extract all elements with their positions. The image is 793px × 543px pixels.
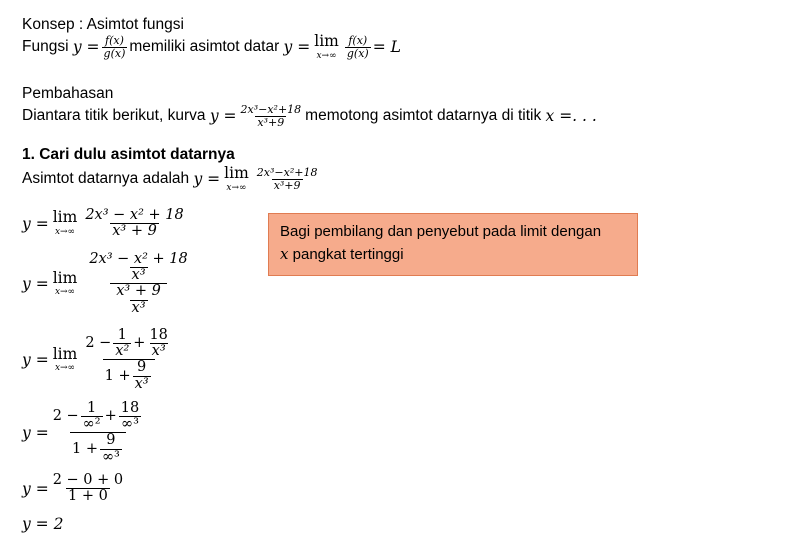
hint-line2: pangkat tertinggi [292, 246, 404, 263]
question-end: x =. . . [545, 107, 597, 126]
pembahasan-heading: Pembahasan [22, 85, 114, 102]
concept-middle: memiliki asimtot datar [129, 38, 280, 56]
step1-intro-line: Asimtot datarnya adalah y = lim x→∞ $\frac{\text{2x³−x²+18}}{\text{x³+9}}$ [22, 164, 318, 193]
concept-limit: lim x→∞ [314, 32, 339, 61]
hint-box [268, 213, 638, 276]
step-s3: y = lim x→∞ 2 − $\frac{1}{\text{x²}}$ + $\frac{18}{\text{x³}}$ 1 + $\frac{9}{\text{x³}}$ [22, 327, 168, 392]
concept-title: Konsep : Asimtot fungsi [22, 16, 184, 33]
step-s2: y = lim x→∞ $\frac{\frac{\text{2x³ − x² + 18}}{\text{x³}}}{\frac{\text{x³ + 9}}{\text{x³}}}$ [22, 251, 188, 316]
concept-y: y [72, 38, 82, 57]
question-line: Diantara titik berikut, kurva y = $\frac{\text{2x³−x²+18}}{\text{x³+9}}$ memotong asimtot datarnya di titik x =. . . [22, 103, 597, 129]
concept-fraction: $\frac{f(x)}{g(x)}$ [103, 34, 126, 60]
concept-limit-fraction: $\frac{f(x)}{g(x)}$ [346, 34, 369, 60]
hint-line1: Bagi pembilang dan penyebut pada limit dengan [280, 223, 602, 240]
step-s5: y = $\frac{2 - 0 + 0}{1 + 0}$ [22, 472, 124, 505]
question-suffix: memotong asimtot datarnya di titik [305, 107, 542, 125]
hint-var: x [280, 245, 289, 263]
concept-L: = L [372, 38, 401, 57]
step-s6-result: y = 2 [22, 515, 64, 533]
concept-prefix: Fungsi [22, 38, 69, 56]
step1-intro: Asimtot datarnya adalah [22, 170, 190, 188]
step-s4: y = 2 − $\frac{1}{\text{∞²}}$ + $\frac{18}{\text{∞³}}$ 1 + $\frac{9}{\text{∞³}}$ [22, 400, 140, 465]
step1-fraction: $\frac{\text{2x³−x²+18}}{\text{x³+9}}$ [256, 166, 318, 192]
question-prefix: Diantara titik berikut, kurva [22, 107, 206, 125]
question-curve: $\frac{\text{2x³−x²+18}}{\text{x³+9}}$ [240, 103, 302, 129]
step-s1: y = lim x→∞ $\frac{\text{2x³ − x² + 18}}{\text{x³ + 9}}$ [22, 207, 184, 240]
concept-line: Fungsi y = $\frac{f(x)}{g(x)}$ memiliki asimtot datar y = lim x→∞ $\frac{f(x)}{g(x)}$ = L [22, 32, 401, 61]
step1-heading: 1. Cari dulu asimtot datarnya [22, 146, 235, 163]
